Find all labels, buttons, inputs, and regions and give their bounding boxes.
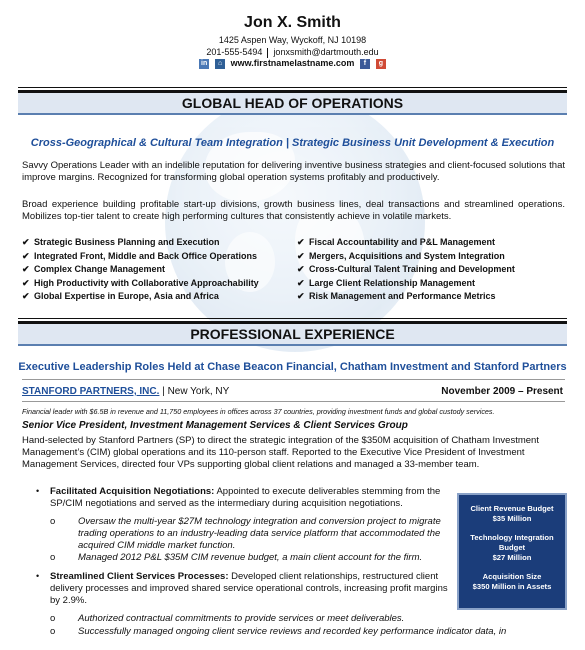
competency-item: ✔ Cross-Cultural Talent Training and Development <box>297 263 567 277</box>
experience-subheading: Executive Leadership Roles Held at Chase Beacon Financial, Chatham Investment and Stanford Partners <box>18 361 567 373</box>
achievement-text: Developed client relationships, restructured client delivery processes and improved shared service operational controls, increasing profit margins by 2.9%. <box>50 571 448 606</box>
competency-item: ✔ Integrated Front, Middle and Back Office Operations <box>22 250 302 264</box>
check-icon: ✔ <box>22 277 30 288</box>
company-name: STANFORD PARTNERS, INC. <box>22 386 160 397</box>
check-icon: ✔ <box>297 291 305 302</box>
home-icon[interactable]: ⌂ <box>215 59 225 69</box>
check-icon: ✔ <box>22 264 30 275</box>
google-plus-icon[interactable]: g <box>376 59 386 69</box>
metric-value: $350 Million in Assets <box>472 582 552 591</box>
bullet-icon: • <box>36 571 40 581</box>
achievement-detail <box>52 552 448 564</box>
metric-label: Technology Integration Budget <box>470 533 554 552</box>
section-title-text: GLOBAL HEAD OF OPERATIONS <box>181 95 404 111</box>
website[interactable]: www.firstnamelastname.com <box>230 58 355 68</box>
achievement-detail <box>52 613 448 625</box>
detail-text: Successfully managed ongoing client service reviews and recorded key performance indicator data, in <box>78 626 507 637</box>
section-subheading: Cross-Geographical & Cultural Team Integration | Strategic Business Unit Development & Execution <box>30 137 555 149</box>
section-title-experience <box>18 321 567 346</box>
achievement-detail <box>52 516 448 551</box>
detail-text: Authorized contractual commitments to provide services or meet deliverables. <box>78 613 405 624</box>
metric-label: Client Revenue Budget <box>470 504 554 513</box>
detail-text: Managed 2012 P&L $35M CIM revenue budget, a main client account for the firm. <box>78 552 423 563</box>
circle-bullet-icon: o <box>50 626 56 637</box>
competency-item: ✔ Strategic Business Planning and Execution <box>22 236 302 250</box>
check-icon: ✔ <box>297 277 305 288</box>
competency-item: ✔ Complex Change Management <box>22 263 302 277</box>
circle-bullet-icon: o <box>50 552 56 563</box>
circle-bullet-icon: o <box>50 516 56 527</box>
divider <box>22 401 565 402</box>
job-summary: Hand-selected by Stanford Partners (SP) to direct the strategic integration of the $350M acquisition of Chatham Investment Management’s (CIM) global operations and its 110-person staff. Reported to the Executive Vice President of Investment Management Services, directed four VPs supporting global client relations and managed a 33-member team. <box>22 435 539 471</box>
competencies-left <box>22 236 302 304</box>
check-icon: ✔ <box>297 264 305 275</box>
competency-item: ✔ Mergers, Acquisitions and System Integration <box>297 250 567 264</box>
achievement-text: Appointed to execute deliverables stemming from the SP/CIM negotiations and served as the intermediary during acquisition negotiations. <box>50 486 441 509</box>
summary-paragraph-2: Broad experience building profitable start-up divisions, growth business lines, deal transactions and streamlined operations. Mobilizes top-tier talent to create high performing cultures that consistently achieve in volatile markets. <box>22 199 565 222</box>
achievement-item <box>36 571 448 606</box>
competency-item: ✔ Large Client Relationship Management <box>297 277 567 291</box>
detail-text: Oversaw the multi-year $27M technology integration and conversion project to migrate trading operations to an industry-leading data service platform that accommodated the acquired CIM middle market function. <box>78 516 441 551</box>
website-line <box>0 58 585 69</box>
check-icon: ✔ <box>22 250 30 261</box>
employment-dates: November 2009 – Present <box>441 386 563 397</box>
linkedin-icon[interactable]: in <box>201 59 208 67</box>
metric-block <box>459 572 565 592</box>
company-location: | New York, NY <box>162 386 230 397</box>
circle-bullet-icon: o <box>50 613 56 624</box>
achievement-label: Facilitated Acquisition Negotiations: <box>50 486 215 497</box>
competency-item: ✔ Risk Management and Performance Metrics <box>297 290 567 304</box>
email[interactable]: jonxsmith@dartmouth.edu <box>273 47 379 57</box>
achievement-item <box>36 486 448 510</box>
metric-value: $35 Million <box>492 514 532 523</box>
check-icon: ✔ <box>297 250 305 261</box>
competency-item: ✔ Global Expertise in Europe, Asia and Africa <box>22 290 302 304</box>
achievement-detail <box>52 626 572 638</box>
bullet-icon: • <box>36 486 40 496</box>
contact-line <box>0 47 585 58</box>
competency-item: ✔ High Productivity with Collaborative Approachability <box>22 277 302 291</box>
metric-block <box>459 533 565 563</box>
metric-label: Acquisition Size <box>482 572 542 581</box>
metric-block <box>459 504 565 524</box>
check-icon: ✔ <box>22 237 30 247</box>
check-icon: ✔ <box>22 291 30 302</box>
facebook-icon[interactable]: f <box>360 59 370 69</box>
competencies-right <box>297 236 567 304</box>
achievement-label: Streamlined Client Services Processes: <box>50 571 229 582</box>
summary-paragraph-1: Savvy Operations Leader with an indelible reputation for delivering inventive business strategies and client-focused solutions that improve margins. Recognized for transforming global operation systems profitably and productively. <box>22 160 565 183</box>
divider <box>22 379 565 380</box>
company-description: Financial leader with $6.5B in revenue and 11,750 employees in offices across 37 countries, providing investment funds and global custody services. <box>22 407 495 416</box>
phone: 201-555-5494 <box>206 47 263 57</box>
competency-item: ✔ Fiscal Accountability and P&L Management <box>297 236 567 250</box>
check-icon: ✔ <box>297 237 305 247</box>
company-line <box>22 386 229 397</box>
candidate-name: Jon X. Smith <box>244 14 341 31</box>
section-title-operations <box>18 90 567 115</box>
address: 1425 Aspen Way, Wyckoff, NJ 10198 <box>218 35 367 45</box>
metrics-sidebox <box>457 493 567 610</box>
job-title: Senior Vice President, Investment Management Services & Client Services Group <box>22 420 408 431</box>
section-title-text: PROFESSIONAL EXPERIENCE <box>190 326 395 342</box>
metric-value: $27 Million <box>492 553 532 562</box>
separator <box>267 48 268 58</box>
